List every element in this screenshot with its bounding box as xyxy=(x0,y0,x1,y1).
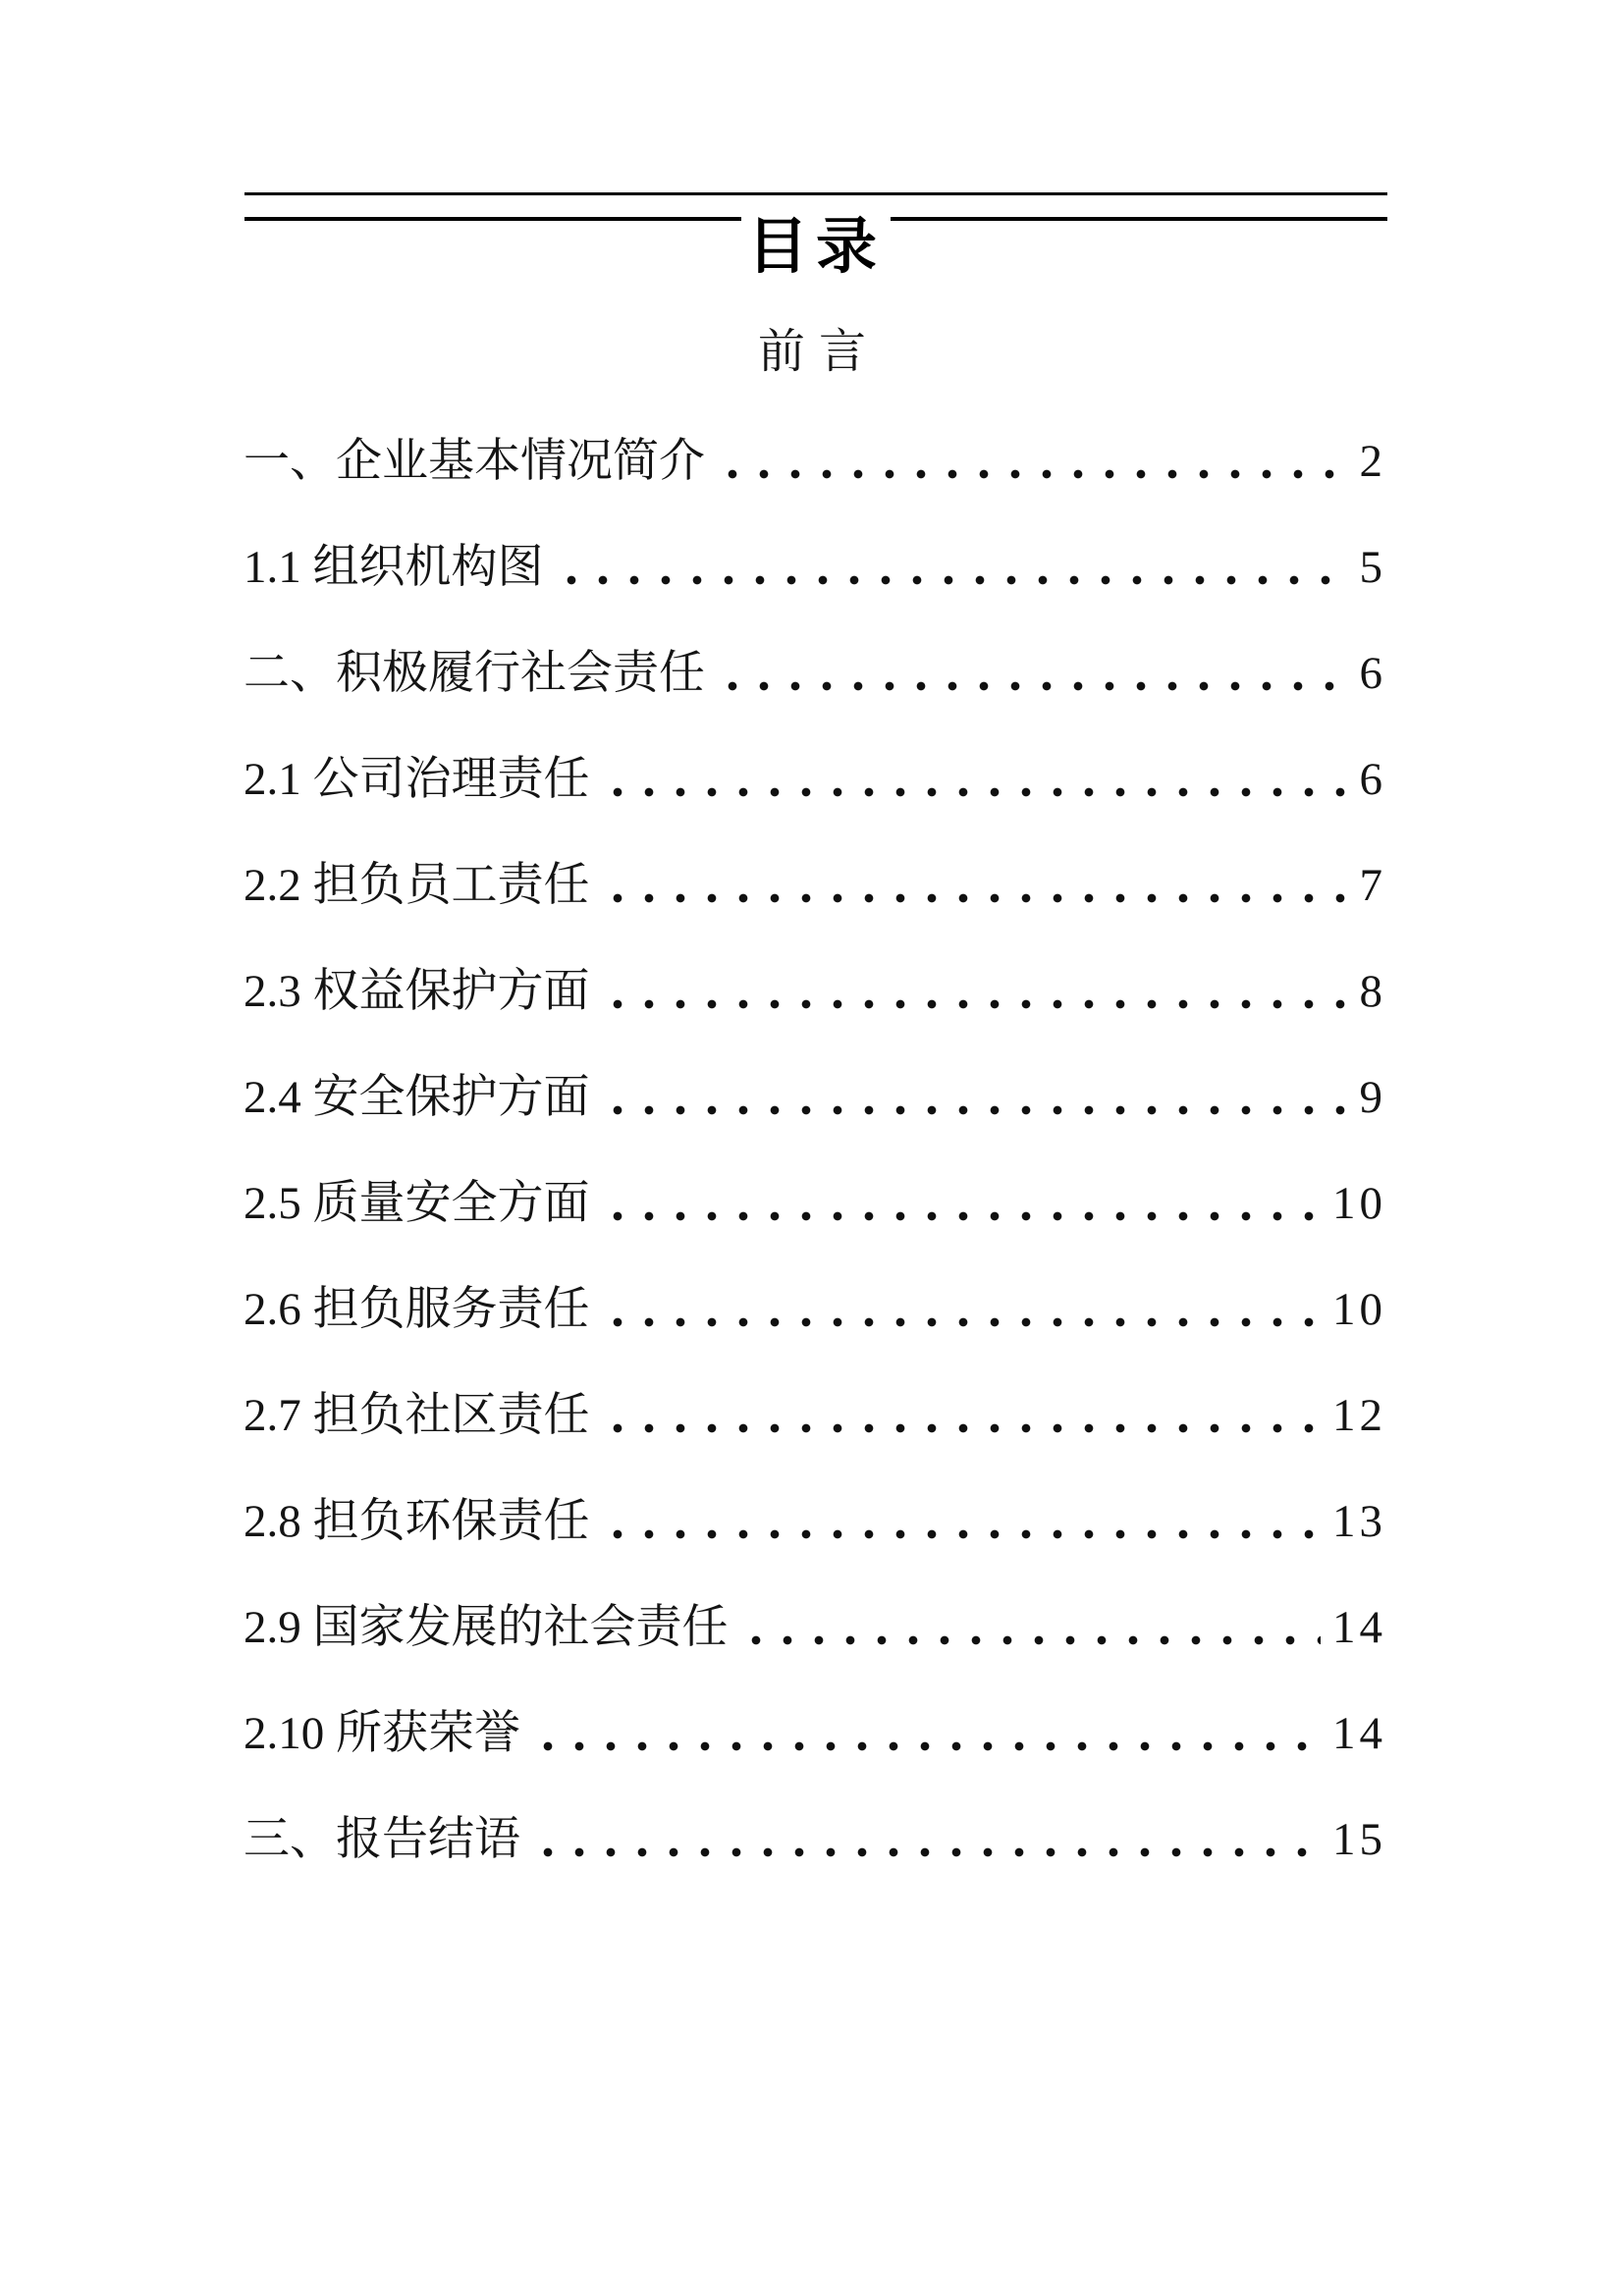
toc-dot-leader xyxy=(602,1529,1322,1539)
toc-entry-page-number: 5 xyxy=(1359,542,1386,593)
toc-entry-label: 2.1 公司治理责任 xyxy=(244,754,590,805)
toc-entry-label: 2.3 权益保护方面 xyxy=(244,966,590,1017)
toc-entry xyxy=(244,542,1386,593)
toc-entry-label: 二、积极履行社会责任 xyxy=(244,648,705,699)
toc-entry xyxy=(244,860,1386,911)
toc-dot-leader xyxy=(602,893,1348,903)
toc-entry xyxy=(244,1708,1386,1759)
toc-entry-page-number: 14 xyxy=(1332,1708,1386,1759)
toc-entry-page-number: 14 xyxy=(1332,1602,1386,1653)
toc-entry-page-number: 13 xyxy=(1332,1496,1386,1547)
toc-entry xyxy=(244,1602,1386,1653)
toc-entry-label: 2.8 担负环保责任 xyxy=(244,1496,590,1547)
toc-entry-label: 2.4 安全保护方面 xyxy=(244,1072,590,1123)
toc-entry xyxy=(244,754,1386,805)
toc-entry-label: 2.5 质量安全方面 xyxy=(244,1178,590,1229)
toc-dot-leader xyxy=(602,1211,1322,1221)
toc-entry-page-number: 6 xyxy=(1359,648,1386,699)
toc-entry-label: 2.10 所获荣誉 xyxy=(244,1708,520,1759)
toc-entry-label: 2.2 担负员工责任 xyxy=(244,860,590,911)
toc-entry-page-number: 6 xyxy=(1359,754,1386,805)
toc-entry xyxy=(244,1814,1386,1865)
toc-dot-leader xyxy=(602,787,1348,797)
page-title xyxy=(0,215,1624,280)
toc-entry xyxy=(244,1072,1386,1123)
toc-entry xyxy=(244,648,1386,699)
toc-entry xyxy=(244,966,1386,1017)
toc-dot-leader xyxy=(602,999,1348,1009)
header-rule-top xyxy=(244,192,1387,195)
toc-dot-leader xyxy=(602,1423,1322,1433)
preface-heading: 前言 xyxy=(757,326,880,378)
toc-entry-page-number: 10 xyxy=(1332,1178,1386,1229)
toc-entry-label: 1.1 组织机构图 xyxy=(244,542,544,593)
toc-entry-page-number: 9 xyxy=(1359,1072,1386,1123)
toc-entry xyxy=(244,1284,1386,1335)
page-title-text: 目录 xyxy=(741,213,891,281)
toc-entry xyxy=(244,436,1386,487)
toc-list xyxy=(244,436,1386,1920)
toc-entry-label: 一、企业基本情况简介 xyxy=(244,436,705,487)
toc-entry-label: 2.6 担负服务责任 xyxy=(244,1284,590,1335)
toc-entry-label: 2.9 国家发展的社会责任 xyxy=(244,1602,729,1653)
toc-dot-leader xyxy=(556,575,1348,585)
toc-entry-page-number: 2 xyxy=(1359,436,1386,487)
toc-entry-label: 三、报告结语 xyxy=(244,1814,520,1865)
toc-entry xyxy=(244,1390,1386,1441)
toc-entry-page-number: 12 xyxy=(1332,1390,1386,1441)
toc-dot-leader xyxy=(602,1105,1348,1115)
toc-entry-page-number: 15 xyxy=(1332,1814,1386,1865)
toc-dot-leader xyxy=(532,1847,1321,1857)
toc-dot-leader xyxy=(717,469,1348,479)
toc-entry-label: 2.7 担负社区责任 xyxy=(244,1390,590,1441)
toc-dot-leader xyxy=(602,1317,1322,1327)
toc-entry xyxy=(244,1496,1386,1547)
toc-entry xyxy=(244,1178,1386,1229)
toc-entry-page-number: 7 xyxy=(1359,860,1386,911)
toc-entry-page-number: 8 xyxy=(1359,966,1386,1017)
toc-dot-leader xyxy=(532,1741,1321,1751)
toc-dot-leader xyxy=(740,1635,1322,1645)
toc-dot-leader xyxy=(717,681,1348,691)
toc-entry-page-number: 10 xyxy=(1332,1284,1386,1335)
